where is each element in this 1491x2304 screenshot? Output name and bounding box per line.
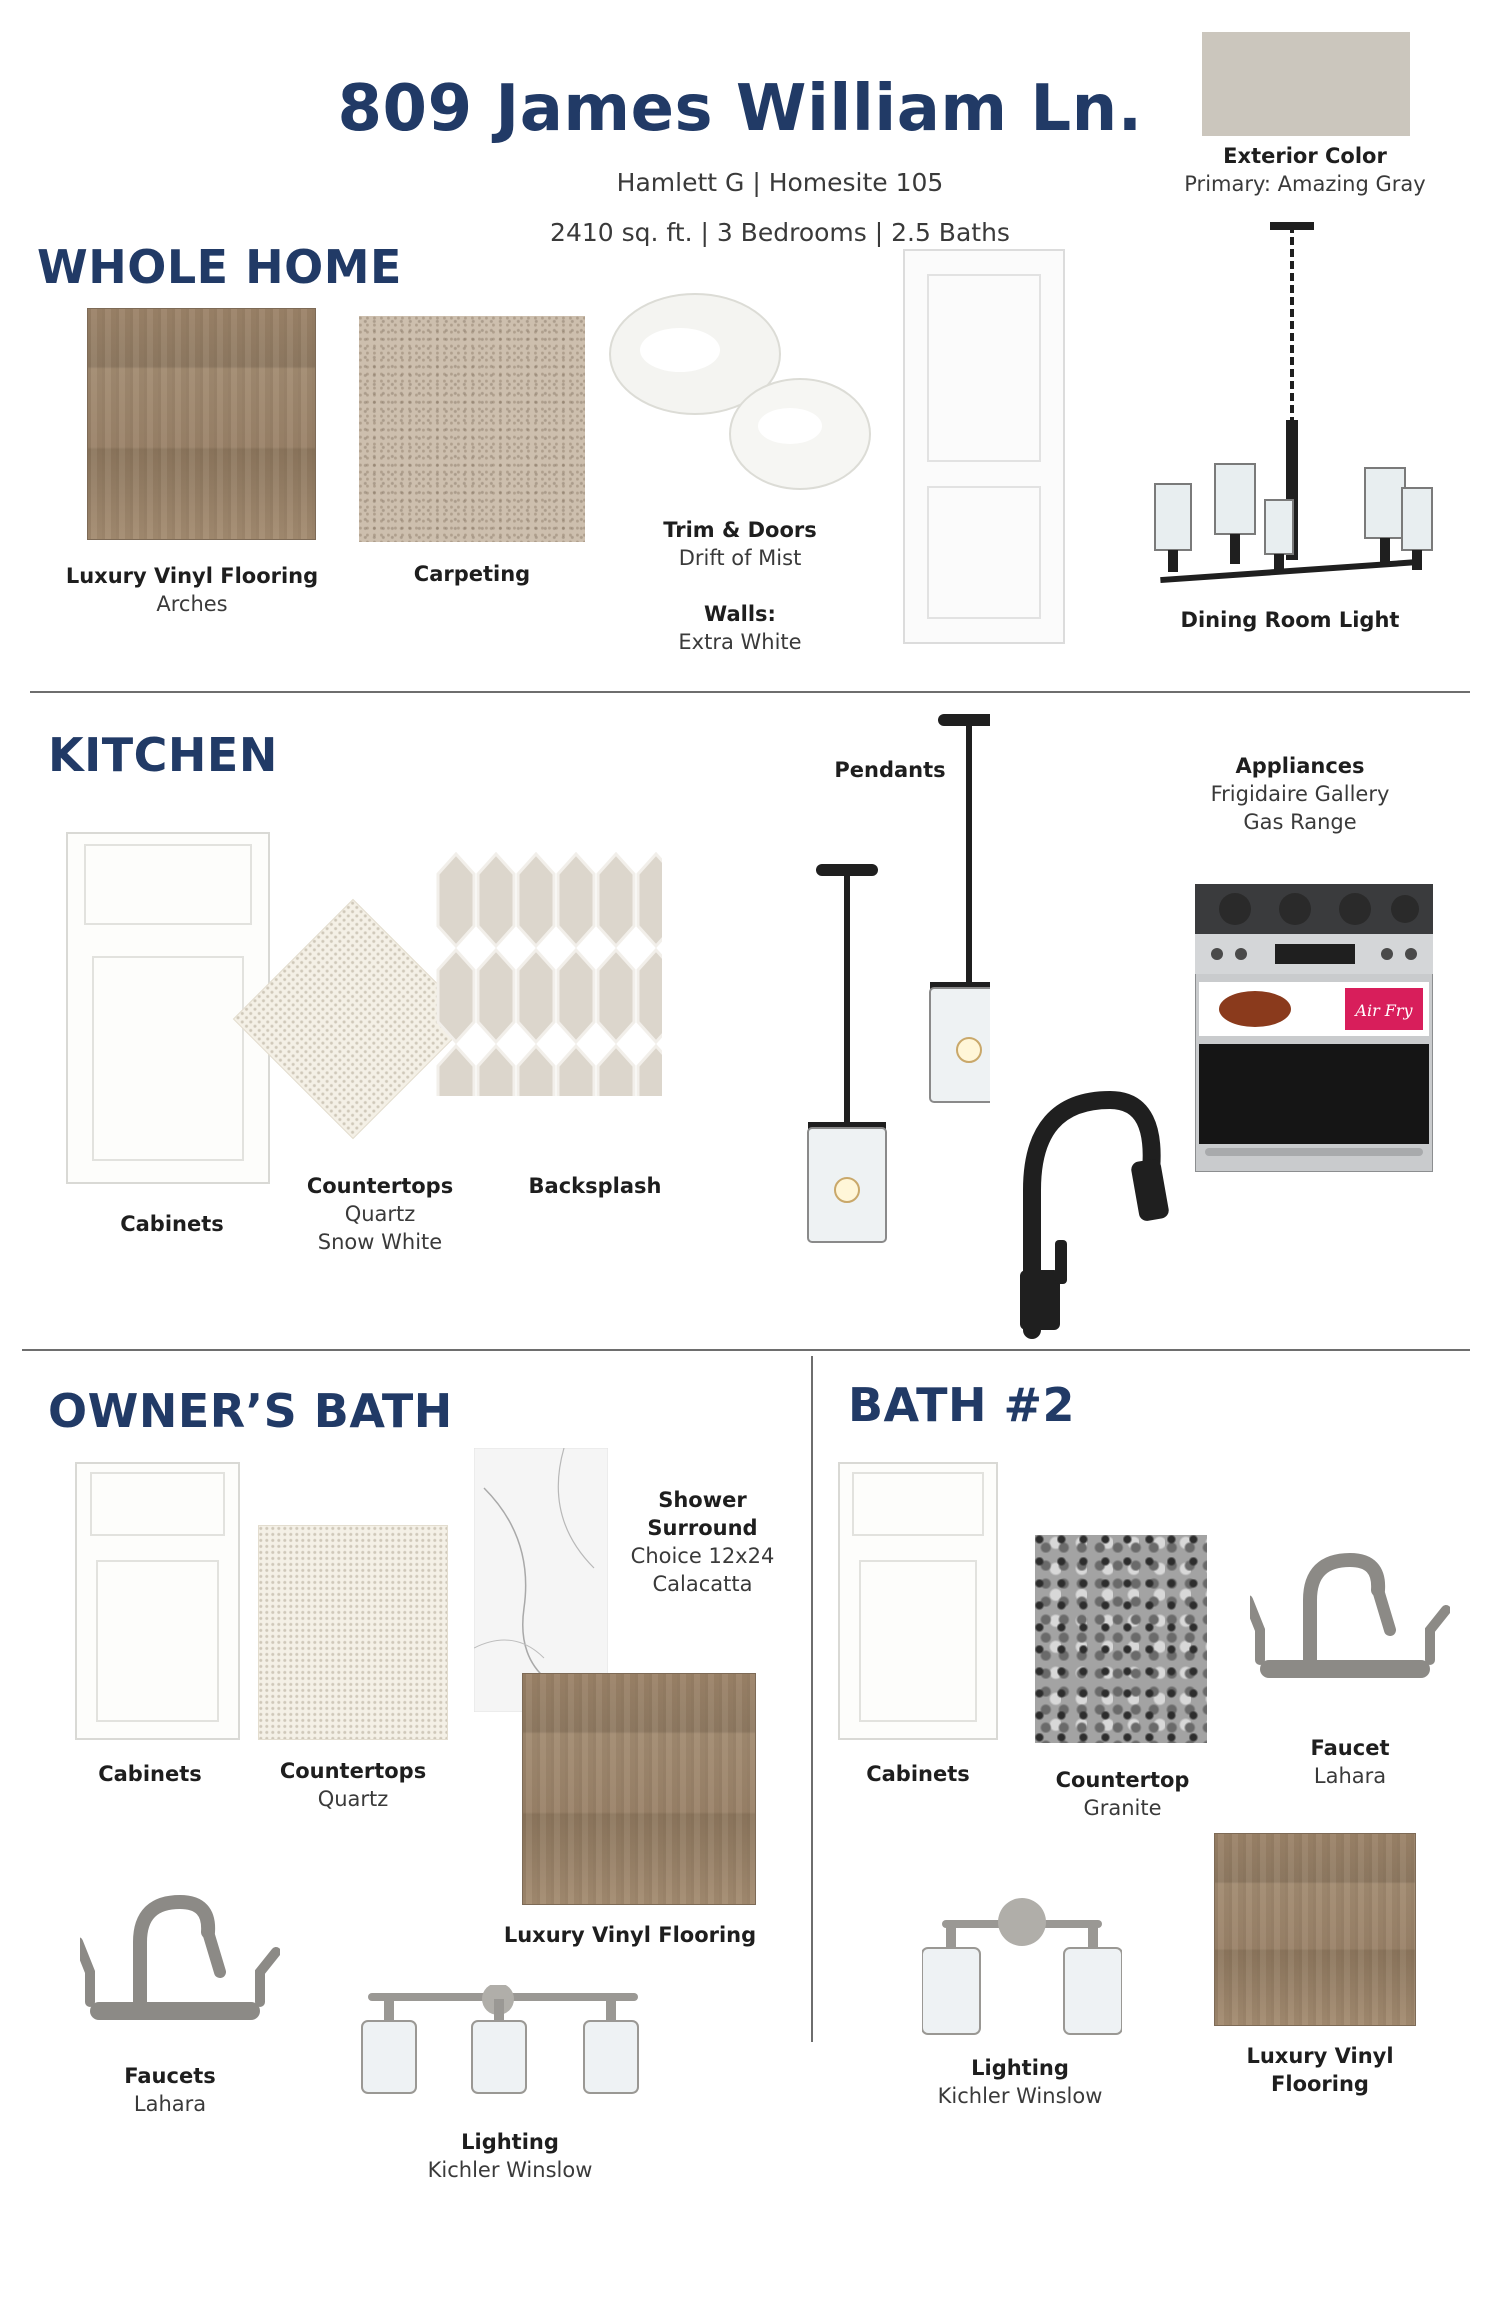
specs-subtitle: 2410 sq. ft. | 3 Bedrooms | 2.5 Baths (550, 218, 1010, 247)
lvp-value: Arches (156, 592, 228, 616)
trim-walls-label (620, 516, 860, 656)
owners-bath-countertops-title: Countertops (279, 1759, 427, 1783)
owners-bath-countertop-swatch (258, 1525, 448, 1740)
owners-bath-lighting-title: Lighting (461, 2130, 559, 2154)
kitchen-countertops-label (280, 1172, 480, 1256)
bath2-granite-swatch (1035, 1535, 1207, 1743)
owners-bath-cabinet-image (75, 1462, 240, 1740)
walls-value: Extra White (678, 630, 802, 654)
exterior-color-value: Primary: Amazing Gray (1184, 172, 1426, 196)
owners-bath-faucets-value: Lahara (133, 2092, 207, 2116)
owners-bath-faucets-label (95, 2062, 245, 2118)
lvp-label (62, 562, 322, 618)
kitchen-countertops-value-1: Quartz (344, 1202, 416, 1226)
bath2-cabinet-image (838, 1462, 998, 1740)
kitchen-countertops-value-2: Snow White (317, 1230, 443, 1254)
bath2-lighting-value: Kichler Winslow (937, 2084, 1103, 2108)
page-title: 809 James William Ln. (337, 72, 1143, 146)
carpet-swatch (359, 316, 585, 542)
bath2-lighting-label (905, 2054, 1135, 2110)
pendant-lights-icon (800, 712, 990, 1252)
pendants-title: Pendants (834, 758, 946, 782)
walls-title: Walls: (704, 602, 776, 626)
trim-title: Trim & Doors (663, 518, 817, 542)
kitchen-faucet-icon (1000, 1090, 1180, 1340)
bath2-faucet-title: Faucet (1310, 1736, 1390, 1760)
shower-surround-title: Shower Surround (647, 1488, 758, 1540)
column-divider (811, 1356, 813, 2042)
owners-bath-cabinets-title: Cabinets (98, 1762, 202, 1786)
backsplash-label (500, 1172, 690, 1200)
owners-bath-faucet-icon (80, 1882, 280, 2042)
owners-bath-faucets-title: Faucets (124, 2064, 216, 2088)
dining-light-label (1150, 606, 1430, 634)
bath2-lvp-swatch (1214, 1833, 1416, 2026)
bath2-lighting-title: Lighting (971, 2056, 1069, 2080)
appliances-value-1: Frigidaire Gallery (1210, 782, 1390, 806)
lvp-title: Luxury Vinyl Flooring (65, 564, 319, 588)
section-heading-bath-2: BATH #2 (848, 1378, 1076, 1432)
kitchen-cabinets-title: Cabinets (120, 1212, 224, 1236)
owners-bath-cabinets-label (75, 1760, 225, 1788)
bath2-countertop-value: Granite (1083, 1796, 1162, 1820)
bath2-faucet-icon (1250, 1540, 1450, 1700)
shower-surround-label (600, 1486, 805, 1598)
carpet-label (357, 560, 587, 588)
appliances-value-2: Gas Range (1243, 810, 1357, 834)
owners-bath-countertops-value: Quartz (317, 1787, 389, 1811)
shower-surround-value-1: Choice 12x24 (630, 1544, 775, 1568)
backsplash-title: Backsplash (528, 1174, 662, 1198)
shower-surround-value-2: Calacatta (652, 1572, 753, 1596)
bath2-countertop-title: Countertop (1055, 1768, 1190, 1792)
bath2-vanity-light-icon (922, 1890, 1122, 2040)
backsplash-tile-swatch (436, 852, 662, 1096)
exterior-color-swatch (1202, 32, 1410, 136)
bath2-cabinets-label (838, 1760, 998, 1788)
bath2-cabinets-title: Cabinets (866, 1762, 970, 1786)
owners-bath-vanity-light-icon (358, 1985, 648, 2105)
gas-range-image (1195, 884, 1433, 1172)
kitchen-countertops-title: Countertops (306, 1174, 454, 1198)
bath2-countertop-label (1025, 1766, 1220, 1822)
section-divider (22, 1349, 1470, 1351)
bath2-lvp-title: Luxury Vinyl Flooring (1246, 2044, 1394, 2096)
exterior-color-label (1160, 142, 1450, 198)
bath2-faucet-label (1270, 1734, 1430, 1790)
exterior-color-title: Exterior Color (1223, 144, 1387, 168)
owners-bath-lvp-title: Luxury Vinyl Flooring (503, 1923, 757, 1947)
owners-bath-countertops-label (258, 1757, 448, 1813)
section-heading-kitchen: KITCHEN (48, 728, 278, 782)
section-divider (30, 691, 1470, 693)
air-fry-badge: Air Fry (1355, 1001, 1413, 1020)
kitchen-cabinet-image (66, 832, 270, 1184)
owners-bath-lvp-swatch (522, 1673, 756, 1905)
kitchen-cabinets-label (92, 1210, 252, 1238)
trim-value: Drift of Mist (678, 546, 802, 570)
carpet-title: Carpeting (413, 562, 531, 586)
bath2-lvp-label (1195, 2042, 1445, 2098)
chandelier-icon (1140, 220, 1440, 590)
owners-bath-lighting-value: Kichler Winslow (427, 2158, 593, 2182)
paint-swatches-icon (600, 286, 880, 506)
dining-light-title: Dining Room Light (1180, 608, 1400, 632)
section-heading-owners-bath: OWNER’S BATH (48, 1384, 453, 1438)
bath2-faucet-value: Lahara (1313, 1764, 1387, 1788)
owners-bath-lighting-label (400, 2128, 620, 2184)
lvp-arches-swatch (87, 308, 316, 540)
section-heading-whole-home: WHOLE HOME (37, 240, 402, 294)
owners-bath-lvp-label (500, 1921, 760, 1949)
appliances-title: Appliances (1235, 754, 1365, 778)
appliances-label (1150, 752, 1450, 836)
plan-subtitle: Hamlett G | Homesite 105 (616, 168, 944, 197)
interior-door-image (903, 249, 1065, 644)
